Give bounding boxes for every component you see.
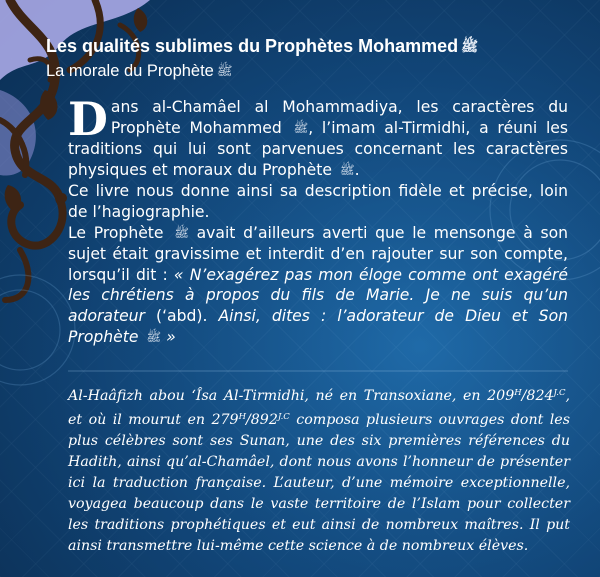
honorific-seal-icon: ﷺ [216,64,233,80]
paragraph-2: Ce livre nous donne ainsi sa description fidèle et précise, loin de l’hagiographie. [68,182,568,221]
drop-cap: D [68,92,108,146]
honorific-seal-icon: ﷺ [174,226,189,240]
author-biography: Al-Haâfizh abou ‘Îsa Al-Tirmidhi, né en Transoxiane, en $209^H/824^{J.C}$, et où il mourut en $279^H/892^{J.C}$ composa plusieurs ouvrages dont les plus célèbres sont ses Sunan, une des six premières références du Hadith, ainsi qu’al-Chamâel, dont nous avons l’honneur de présenter ici la traduction française. L’auteur, d’une mémoire exceptionnelle, voyagea beaucoup dans le vaste territoire de l’Islam pour collecter les traditions prophétiques et eut ainsi de nombreux maîtres. Il put ainsi transmettre lui-même cette science à de nombreux élèves. [68,388,570,554]
honorific-seal-icon: ﷺ [146,330,162,345]
honorific-seal-icon: ﷺ [293,121,309,136]
paragraph-3: Le Prophète ﷺ avait d’ailleurs averti que le mensonge à son sujet était gravissime et interdit d’en rajouter sur son compte, lorsqu’il dit : « N’exagérez pas mon éloge comme ont exagéré les chrétiens à propos du fils de Marie. Je ne suis qu’un adorateur (‘abd). Ainsi, dites : l’adorateur de Dieu et Son Prophète ﷺ » [68,223,568,349]
honorific-seal-icon: ﷺ [461,39,479,56]
honorific-seal-icon: ﷺ [339,163,355,178]
main-text [68,92,569,348]
page-subtitle: La morale du Prophète ﷺ [46,62,232,82]
hadith-quote: « N’exagérez pas mon éloge comme ont exagéré les chrétiens à propos du fils de Marie. Je ne suis qu’un adorateur [68,265,569,326]
page-title: Les qualités sublimes du Prophètes Mohammed ﷺ [46,36,478,59]
paragraph-1: Dans al-Chamâel al Mohammadiya, les caractères du Prophète Mohammed ﷺ, l’imam al-Tirmidhi, a réuni les traditions qui lui sont parvenues concernant les caractères physiques et moraux du Prophète ﷺ. [68,97,568,181]
